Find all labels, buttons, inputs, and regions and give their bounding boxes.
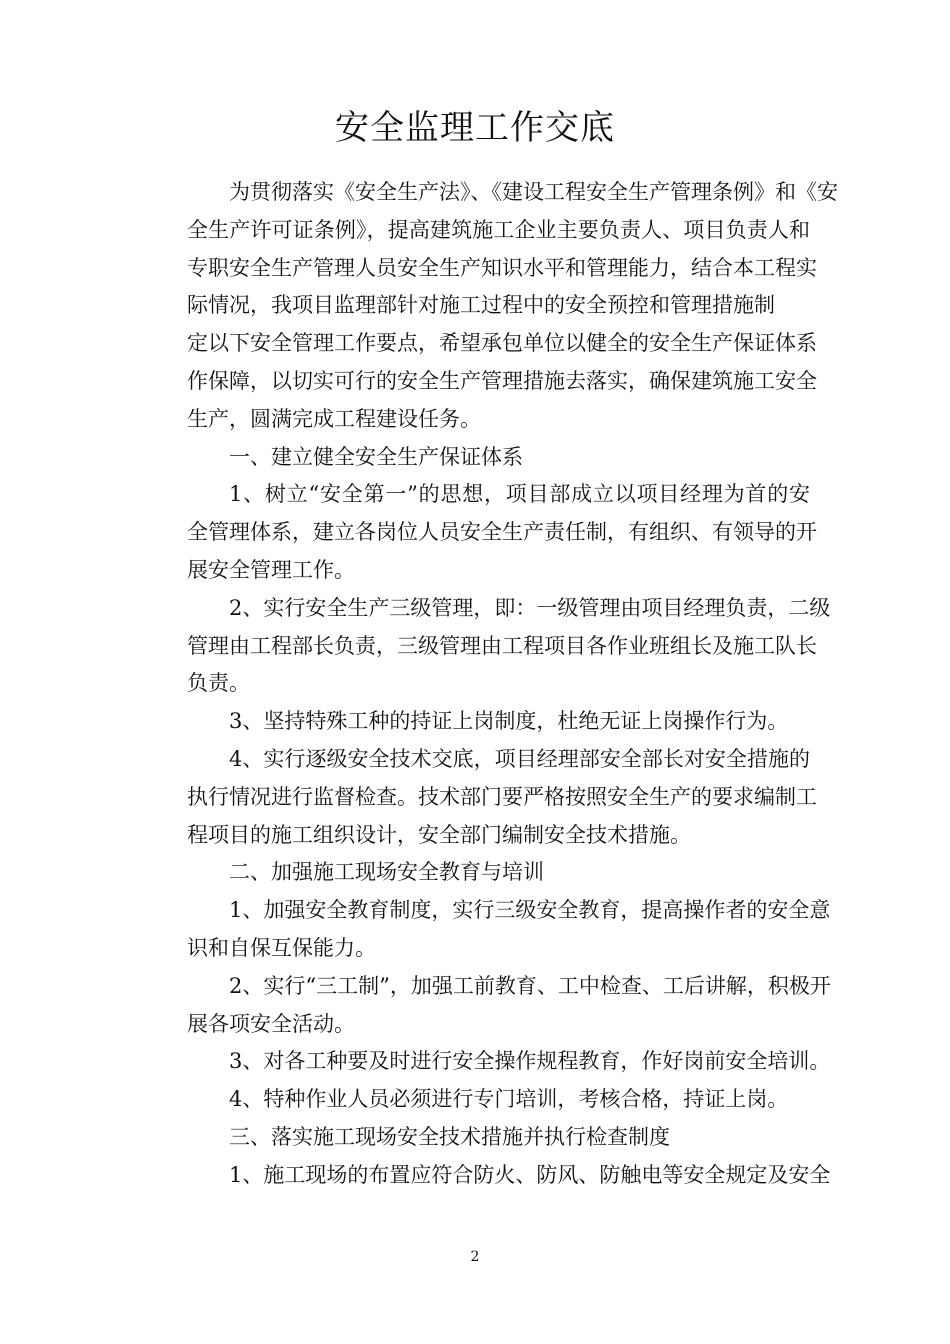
text-line: 一、建立健全安全生产保证体系: [229, 444, 523, 469]
text-line: 识和自保互保能力。: [187, 935, 376, 960]
text-line: 作保障，以切实可行的安全生产管理措施去落实，确保建筑施工安全: [187, 368, 817, 393]
list-item: [145, 703, 810, 741]
list-item: [145, 892, 831, 968]
text-line: 专职安全生产管理人员安全生产知识水平和管理能力，结合本工程实: [187, 255, 817, 280]
text-line: 2、实行安全生产三级管理，即：一级管理由项目经理负责，二级: [229, 595, 831, 620]
text-line: 全生产许可证条例》，提高建筑施工企业主要负责人、项目负责人和: [187, 217, 810, 242]
list-item: [145, 1081, 810, 1119]
text-line: 4、特种作业人员必须进行专门培训，考核合格，持证上岗。: [229, 1087, 789, 1112]
text-line: 4、实行逐级安全技术交底，项目经理部安全部长对安全措施的: [229, 746, 810, 771]
list-item: [145, 1043, 831, 1081]
list-item: [145, 1157, 831, 1195]
text-line: 管理由工程部长负责，三级管理由工程项目各作业班组长及施工队长: [187, 633, 817, 658]
text-line: 定以下安全管理工作要点，希望承包单位以健全的安全生产保证体系: [187, 331, 817, 356]
text-line: 二、加强施工现场安全教育与培训: [229, 860, 544, 885]
document-title: 安全监理工作交底: [335, 108, 615, 148]
text-line: 1、加强安全教育制度，实行三级安全教育，提高操作者的安全意: [229, 898, 831, 923]
section-heading-1: [145, 439, 810, 477]
text-line: 三、落实施工现场安全技术措施并执行检查制度: [229, 1124, 670, 1149]
text-line: 展各项安全活动。: [187, 1011, 355, 1036]
paragraph-intro: [145, 174, 838, 439]
text-line: 负责。: [187, 671, 250, 696]
text-line: 程项目的施工组织设计，安全部门编制安全技术措施。: [187, 822, 691, 847]
text-line: 3、对各工种要及时进行安全操作规程教育，作好岗前安全培训。: [229, 1049, 831, 1074]
section-heading-2: [145, 854, 810, 892]
text-line: 1、施工现场的布置应符合防火、防风、防触电等安全规定及安全: [229, 1162, 831, 1187]
list-item: [145, 476, 817, 589]
section-heading-3: [145, 1119, 810, 1157]
page-number: 2: [470, 1249, 480, 1265]
document-body: [145, 174, 838, 1195]
text-line: 执行情况进行监督检查。技术部门要严格按照安全生产的要求编制工: [187, 784, 817, 809]
text-line: 1、树立“安全第一”的思想，项目部成立以项目经理为首的安: [229, 482, 810, 507]
text-line: 展安全管理工作。: [187, 557, 355, 582]
list-item: [145, 741, 817, 854]
list-item: [145, 968, 831, 1044]
list-item: [145, 590, 831, 703]
text-line: 2、实行“三工制”，加强工前教育、工中检查、工后讲解，积极开: [229, 973, 831, 998]
text-line: 为贯彻落实《安全生产法》、《建设工程安全生产管理条例》和《安: [229, 180, 838, 204]
text-line: 生产，圆满完成工程建设任务。: [187, 406, 481, 431]
text-line: 际情况，我项目监理部针对施工过程中的安全预控和管理措施制: [187, 293, 775, 318]
text-line: 全管理体系，建立各岗位人员安全生产责任制，有组织、有领导的开: [187, 520, 817, 545]
text-line: 3、坚持特殊工种的持证上岗制度，杜绝无证上岗操作行为。: [229, 709, 789, 734]
